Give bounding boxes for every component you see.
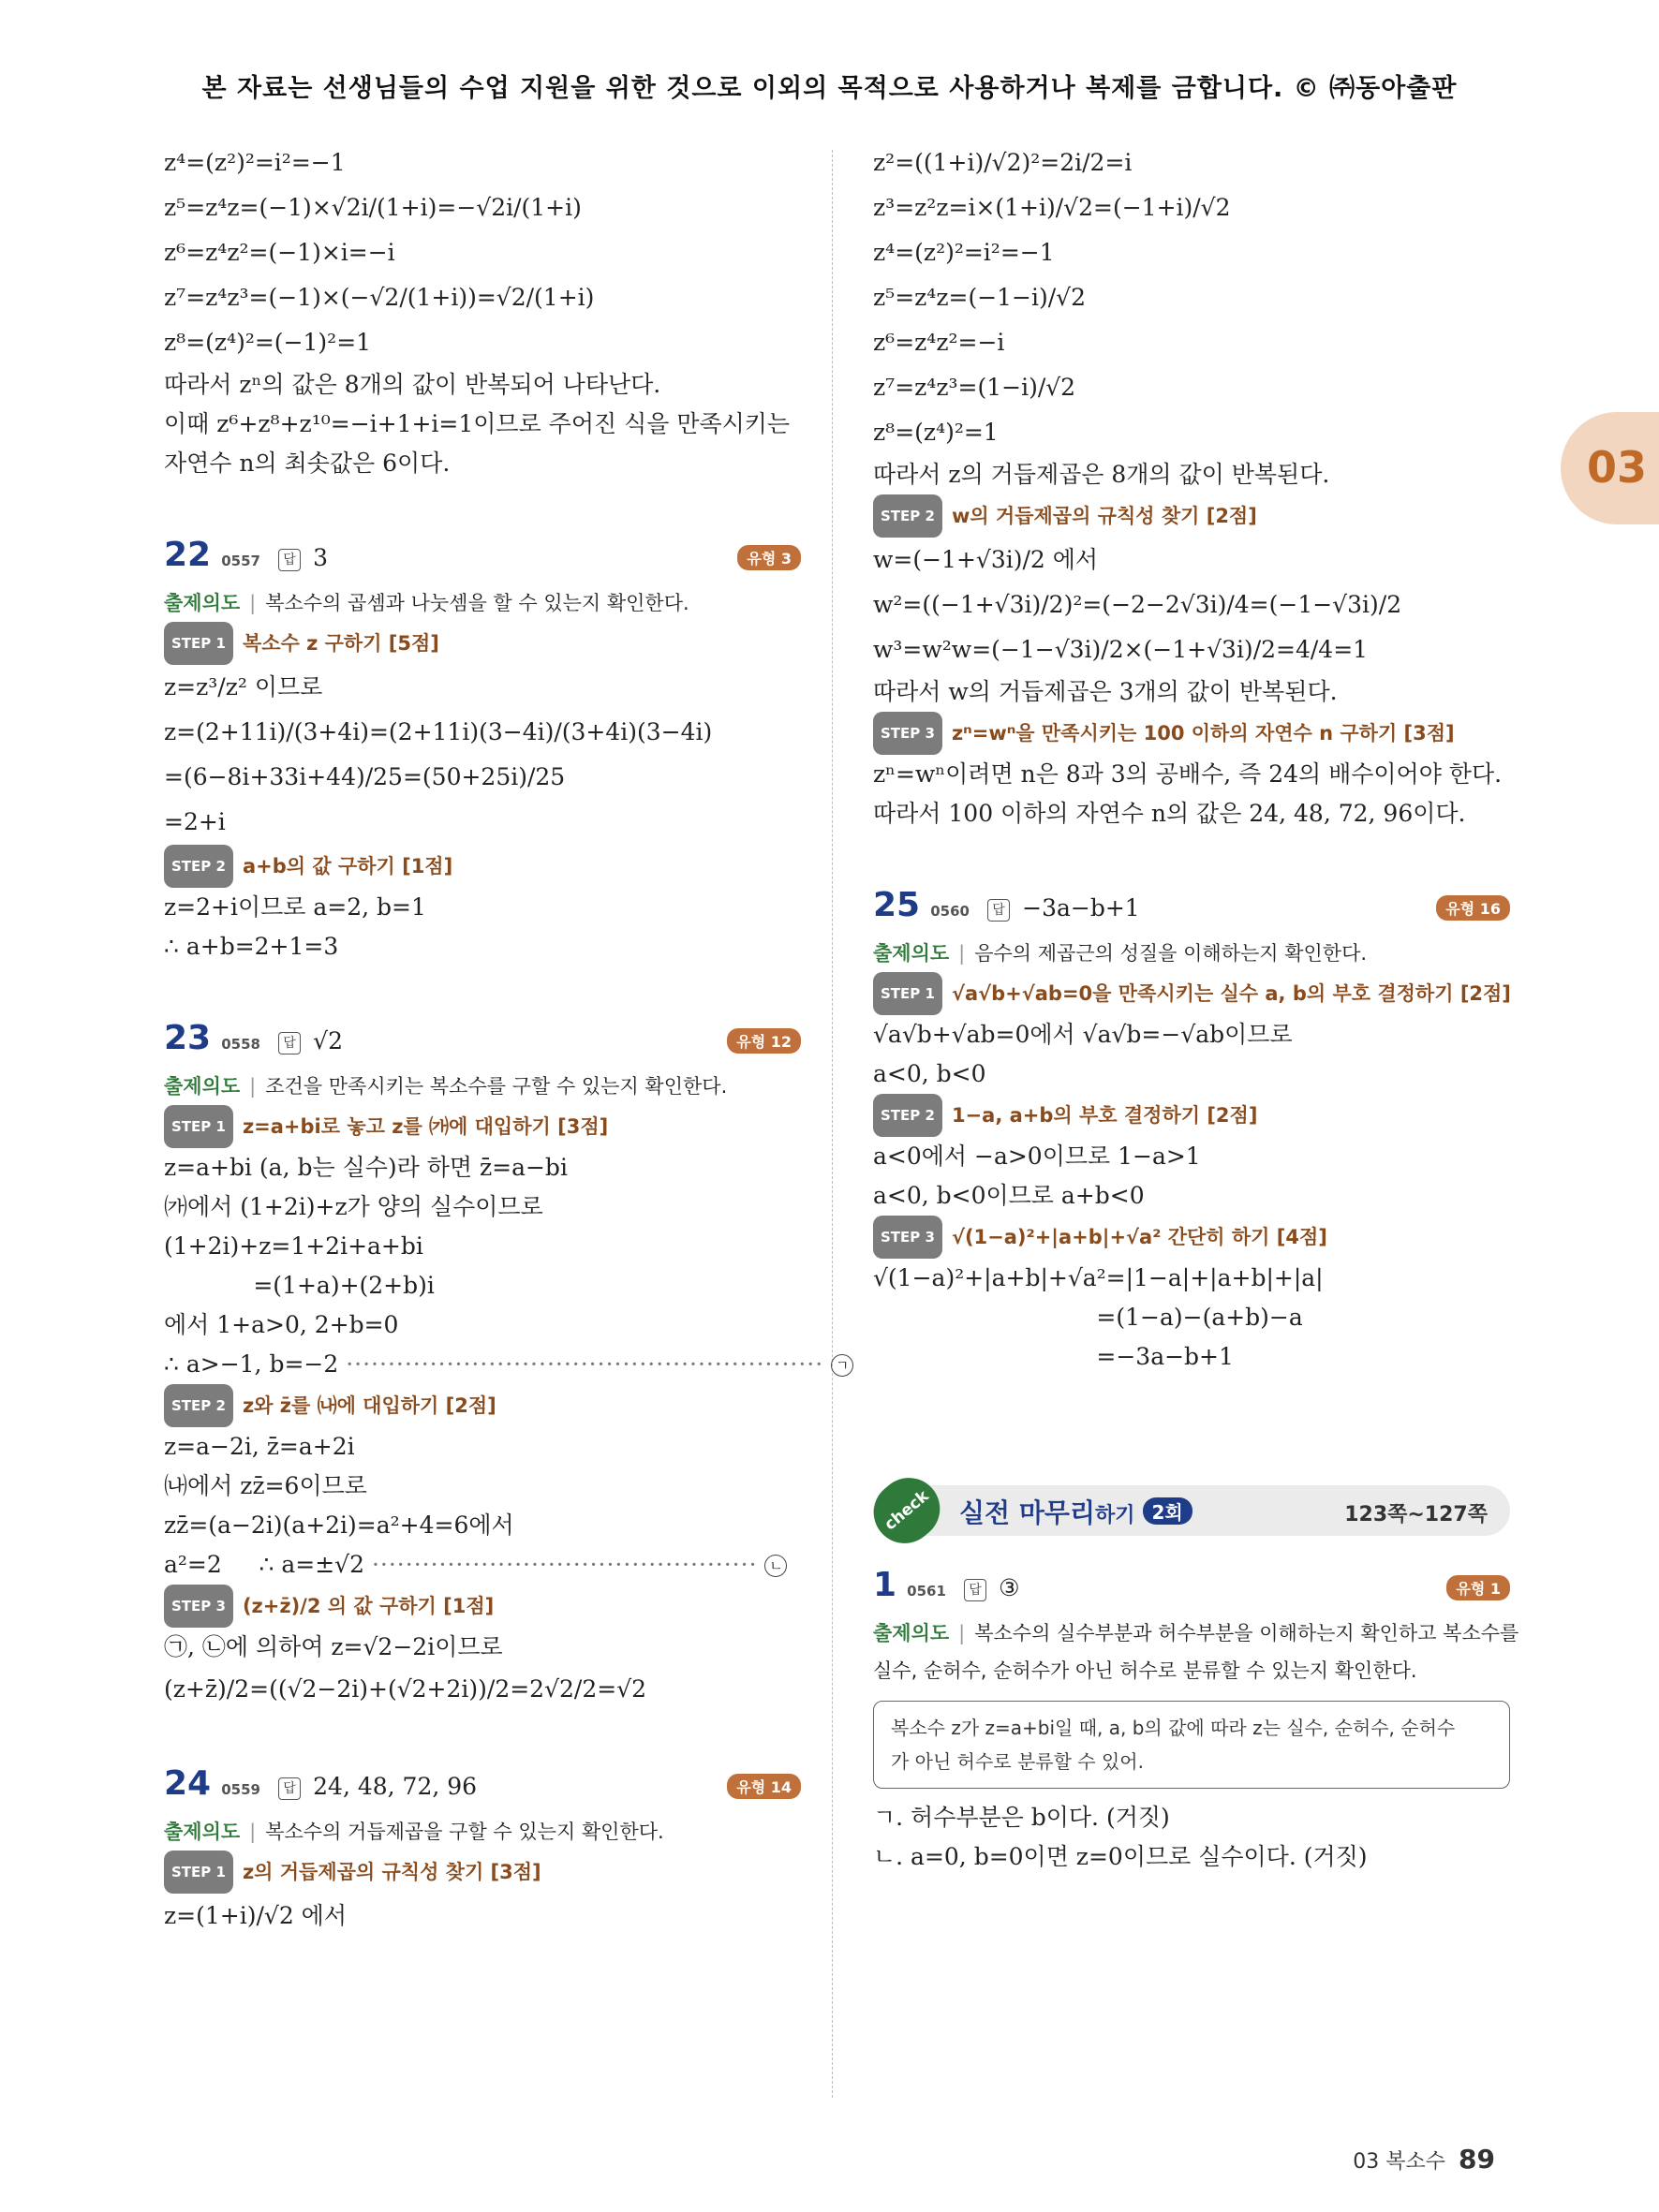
- math-line: a²=2 ∴ a=±√2 ·············································· ㄴ: [164, 1545, 801, 1585]
- math-line: z=z³/z² 이므로: [164, 673, 323, 700]
- question-code: 0559: [221, 1781, 260, 1798]
- question-code: 0561: [907, 1583, 946, 1600]
- math-line: z=(1+i)/√2 에서: [164, 1902, 347, 1929]
- step-heading: STEP 2 1−a, a+b의 부호 결정하기 [2점]: [873, 1094, 1510, 1137]
- left-column: [164, 140, 850, 1939]
- text-line: 따라서 w의 거듭제곱은 3개의 값이 반복된다.: [873, 678, 1338, 705]
- answer-icon: 답: [987, 899, 1010, 922]
- question-code: 0557: [221, 553, 260, 569]
- answer-icon: 답: [278, 549, 301, 571]
- step-heading: STEP 2 w의 거듭제곱의 규칙성 찾기 [2점]: [873, 494, 1510, 538]
- math-line: z³=z²z=i×(1+i)/√2=(−1+i)/√2: [873, 194, 1231, 221]
- math-line: ㈎에서 (1+2i)+z가 양의 실수이므로: [164, 1193, 543, 1220]
- math-line: =(6−8i+33i+44)/25=(50+25i)/25: [164, 763, 566, 790]
- math-line: z⁴=(z²)²=i²=−1: [873, 239, 1055, 266]
- math-line: z⁶=z⁴z²=−i: [873, 329, 1005, 356]
- math-line: √a√b+√ab=0에서 √a√b=−√ab이므로: [873, 1021, 1293, 1048]
- text-line: 이때 z⁶+z⁸+z¹⁰=−i+1+i=1이므로 주어진 식을 만족시키는: [164, 410, 791, 437]
- step-heading: STEP 3 zⁿ=wⁿ을 만족시키는 100 이하의 자연수 n 구하기 [3점]: [873, 712, 1510, 755]
- math-line: ∴ a>−1, b=−2 ························································· ㄱ: [164, 1345, 801, 1384]
- step-heading: STEP 1 z의 거듭제곱의 규칙성 찾기 [3점]: [164, 1851, 801, 1894]
- math-line: a<0, b<0: [873, 1060, 986, 1087]
- question-intent: 출제의도 | 조건을 만족시키는 복소수를 구할 수 있는지 확인한다.: [164, 1075, 728, 1098]
- chapter-tab: 03: [1561, 412, 1659, 524]
- question-number: 24: [164, 1764, 212, 1803]
- math-line: =(1−a)−(a+b)−a: [873, 1304, 1303, 1331]
- check-badge: check: [861, 1466, 953, 1556]
- math-line: z⁵=z⁴z=(−1−i)/√2: [873, 284, 1087, 311]
- answer: √2: [313, 1027, 343, 1054]
- text-line: 따라서 zⁿ의 값은 8개의 값이 반복되어 나타난다.: [164, 371, 661, 398]
- question-intent: 출제의도 | 음수의 제곱근의 성질을 이해하는지 확인한다.: [873, 942, 1368, 965]
- circled-mark: ㄱ: [831, 1354, 853, 1377]
- text-line: 따라서 100 이하의 자연수 n의 값은 24, 48, 72, 96이다.: [873, 800, 1466, 827]
- check-banner: [873, 1480, 1510, 1541]
- text-line: 자연수 n의 최솟값은 6이다.: [164, 450, 451, 477]
- step-heading: STEP 2 a+b의 값 구하기 [1점]: [164, 845, 801, 888]
- math-line: z=a+bi (a, b는 실수)라 하면 z̄=a−bi: [164, 1154, 568, 1181]
- math-line: 에서 1+a>0, 2+b=0: [164, 1311, 399, 1338]
- answer: 24, 48, 72, 96: [313, 1773, 478, 1800]
- question-number: 25: [873, 886, 921, 924]
- question-25-header: [873, 886, 1510, 935]
- answer: −3a−b+1: [1022, 894, 1140, 922]
- question-number: 1: [873, 1566, 897, 1604]
- question-24-header: [164, 1764, 801, 1813]
- question-code: 0560: [930, 903, 970, 920]
- math-line: z⁷=z⁴z³=(1−i)/√2: [873, 374, 1076, 401]
- math-line: =−3a−b+1: [873, 1343, 1234, 1370]
- step-heading: STEP 3 √(1−a)²+|a+b|+√a² 간단히 하기 [4점]: [873, 1216, 1510, 1259]
- question-intent-cont: 실수, 순허수, 순허수가 아닌 허수로 분류할 수 있는지 확인한다.: [873, 1659, 1417, 1682]
- answer: 3: [313, 544, 329, 571]
- answer: ③: [999, 1574, 1020, 1601]
- right-column: [873, 140, 1519, 1877]
- math-line: (z+z̄)/2=((√2−2i)+(√2+2i))/2=2√2/2=√2: [164, 1675, 647, 1703]
- math-line: a<0에서 −a>0이므로 1−a>1: [873, 1143, 1201, 1170]
- math-line: =(1+a)+(2+b)i: [164, 1272, 435, 1299]
- question-23-header: [164, 1019, 801, 1068]
- math-line: z=a−2i, z̄=a+2i: [164, 1433, 355, 1460]
- text-line: zⁿ=wⁿ이려면 n은 8과 3의 공배수, 즉 24의 배수이어야 한다.: [873, 760, 1503, 788]
- text-line: 따라서 z의 거듭제곱은 8개의 값이 반복된다.: [873, 461, 1330, 488]
- page-number: 89: [1459, 2144, 1495, 2175]
- step-heading: STEP 1 복소수 z 구하기 [5점]: [164, 622, 801, 665]
- hint-box: 복소수 z가 z=a+bi일 때, a, b의 값에 따라 z는 실수, 순허수, 순허수 가 아닌 허수로 분류할 수 있어.: [873, 1701, 1510, 1789]
- question-number: 22: [164, 536, 212, 574]
- math-line: a<0, b<0이므로 a+b<0: [873, 1182, 1145, 1209]
- question-code: 0558: [221, 1036, 260, 1053]
- answer-icon: 답: [278, 1032, 301, 1054]
- math-line: (1+2i)+z=1+2i+a+bi: [164, 1232, 423, 1260]
- type-badge: 유형 16: [1436, 895, 1510, 921]
- math-line: w³=w²w=(−1−√3i)/2×(−1+√3i)/2=4/4=1: [873, 636, 1369, 663]
- math-line: √(1−a)²+|a+b|+√a²=|1−a|+|a+b|+|a|: [873, 1264, 1324, 1291]
- math-line: z⁵=z⁴z=(−1)×√2i/(1+i)=−√2i/(1+i): [164, 194, 582, 221]
- answer-icon: 답: [964, 1579, 986, 1601]
- math-line: =2+i: [164, 808, 226, 835]
- question-intent: 출제의도 | 복소수의 곱셈과 나눗셈을 할 수 있는지 확인한다.: [164, 592, 689, 614]
- math-line: z⁶=z⁴z²=(−1)×i=−i: [164, 239, 395, 266]
- footer-chapter: 03 복소수: [1353, 2150, 1446, 2174]
- section-title: 실전 마무리하기 2회: [959, 1493, 1192, 1530]
- math-line: zz̄=(a−2i)(a+2i)=a²+4=6에서: [164, 1512, 514, 1539]
- page-range: 123쪽~127쪽: [1344, 1503, 1488, 1526]
- copyright-notice: 본 자료는 선생님들의 수업 지원을 위한 것으로 이외의 목적으로 사용하거나 복제를 금합니다. © ㈜동아출판: [201, 74, 1458, 103]
- math-line: w=(−1+√3i)/2 에서: [873, 546, 1099, 573]
- step-heading: STEP 2 z와 z̄를 ㈏에 대입하기 [2점]: [164, 1384, 801, 1427]
- type-badge: 유형 12: [727, 1028, 801, 1054]
- math-line: w²=((−1+√3i)/2)²=(−2−2√3i)/4=(−1−√3i)/2: [873, 591, 1402, 618]
- math-line: z²=((1+i)/√2)²=2i/2=i: [873, 149, 1133, 176]
- math-line: ㉠, ㉡에 의하여 z=√2−2i이므로: [164, 1633, 503, 1660]
- math-line: z=2+i이므로 a=2, b=1: [164, 893, 426, 921]
- circled-mark: ㄴ: [764, 1555, 787, 1577]
- question-1-header: [873, 1566, 1510, 1615]
- type-badge: 유형 14: [727, 1774, 801, 1799]
- round-badge: 2회: [1143, 1497, 1192, 1525]
- type-badge: 유형 3: [737, 545, 801, 570]
- math-line: z⁸=(z⁴)²=(−1)²=1: [164, 329, 372, 356]
- text-line: ㄱ. 허수부분은 b이다. (거짓): [873, 1804, 1170, 1831]
- type-badge: 유형 1: [1446, 1575, 1510, 1600]
- step-heading: STEP 1 √a√b+√ab=0을 만족시키는 실수 a, b의 부호 결정하기 [2점]: [873, 972, 1510, 1015]
- question-intent: 출제의도 | 복소수의 거듭제곱을 구할 수 있는지 확인한다.: [164, 1821, 664, 1843]
- math-line: z⁴=(z²)²=i²=−1: [164, 149, 346, 176]
- math-line: ㈏에서 zz̄=6이므로: [164, 1472, 367, 1499]
- step-heading: STEP 3 (z+z̄)/2 의 값 구하기 [1점]: [164, 1585, 801, 1628]
- math-line: ∴ a+b=2+1=3: [164, 933, 339, 960]
- math-line: z⁷=z⁴z³=(−1)×(−√2/(1+i))=√2/(1+i): [164, 284, 595, 311]
- question-22-header: [164, 536, 801, 584]
- math-line: z=(2+11i)/(3+4i)=(2+11i)(3−4i)/(3+4i)(3−4i): [164, 718, 713, 745]
- answer-icon: 답: [278, 1777, 301, 1800]
- question-number: 23: [164, 1019, 212, 1057]
- math-line: z⁸=(z⁴)²=1: [873, 419, 999, 446]
- step-heading: STEP 1 z=a+bi로 놓고 z를 ㈎에 대입하기 [3점]: [164, 1105, 801, 1148]
- text-line: ㄴ. a=0, b=0이면 z=0이므로 실수이다. (거짓): [873, 1843, 1368, 1870]
- column-divider: [832, 150, 833, 2098]
- question-intent: 출제의도 | 복소수의 실수부분과 허수부분을 이해하는지 확인하고 복소수를: [873, 1622, 1519, 1644]
- page-footer: [1353, 2144, 1495, 2175]
